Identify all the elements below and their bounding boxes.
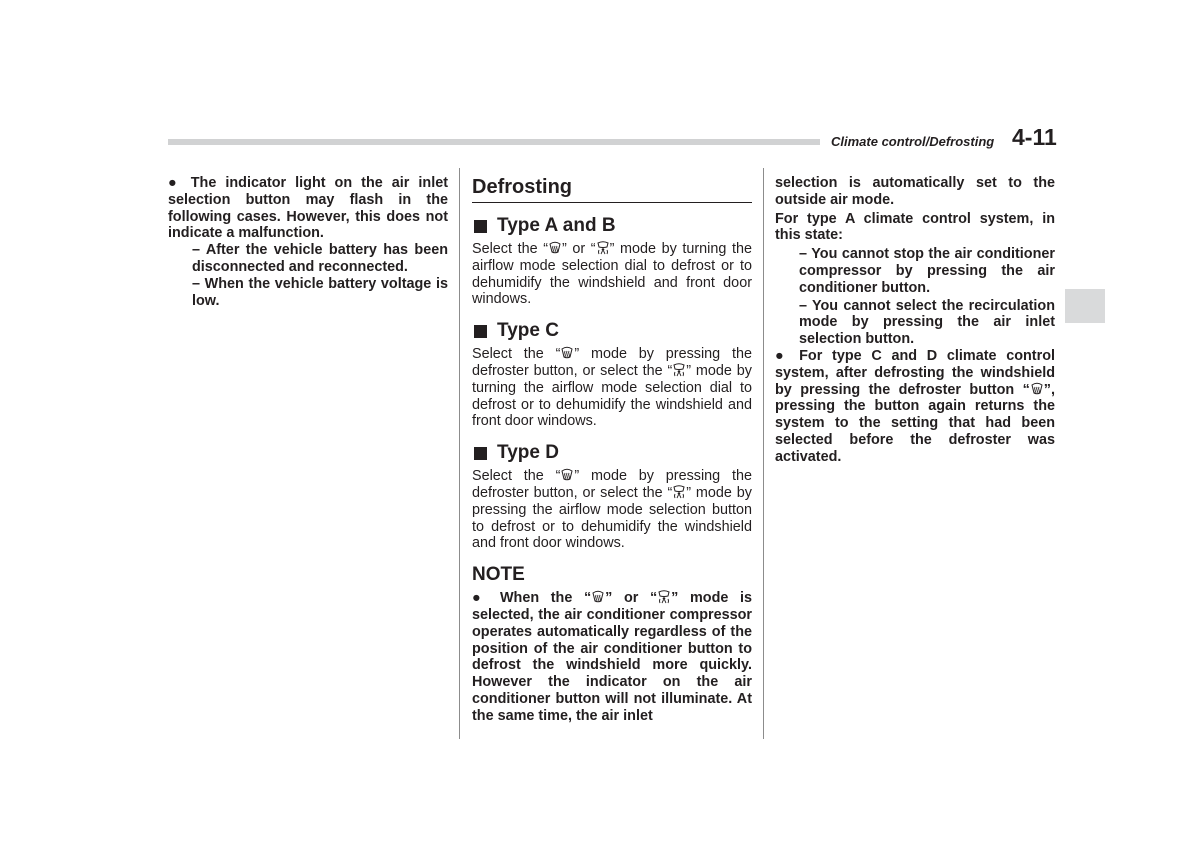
header-rule <box>168 139 820 145</box>
body-paragraph: Select the “ ” or “ ” mode by turning the airflow mode selection dial to defrost or to dehumidify the windshield and front door windows. <box>472 241 752 308</box>
body-paragraph: Select the “ ” mode by pressing the defroster button, or select the “ ” mode by turning the airflow mode selection dial to defrost or to dehumidify the windshield and front door windows. <box>472 346 752 430</box>
subsection-heading <box>472 215 752 237</box>
dash-item: – You cannot select the recirculation mode by pressing the air inlet selection button. <box>799 297 1055 348</box>
chapter-thumb-tab <box>1065 289 1105 323</box>
note-heading: NOTE <box>472 564 525 586</box>
left-column <box>168 175 448 309</box>
note-paragraph: ● When the “ ” or “ ” mode is selected, the air conditioner compressor operates automatically regardless of the position of the air conditioner button to defrost the windshield more quickly. However the indicator on the air conditioner button will not illuminate. At the same time, the air inlet <box>472 590 752 724</box>
defroster-icon <box>591 590 605 604</box>
page-number: 4-11 <box>1012 124 1057 150</box>
square-bullet-icon <box>474 447 487 460</box>
subsection-heading-text: Type A and B <box>497 215 616 236</box>
dash-item: – When the vehicle battery voltage is low. <box>192 275 448 309</box>
column-divider <box>459 168 460 739</box>
subsection-heading-text: Type C <box>497 320 559 342</box>
body-paragraph: Select the “ ” mode by pressing the defroster button, or select the “ ” mode by pressing the airflow mode selection button to defrost or to dehumidify the windshield and front door windows. <box>472 468 752 552</box>
subsection-heading <box>472 442 752 464</box>
body-paragraph: For type A climate control system, in this state: <box>775 210 1055 244</box>
square-bullet-icon <box>474 220 487 233</box>
bullet-paragraph: ● For type C and D climate control system, after defrosting the windshield by pressing the defroster button “ ”, pressing the button again returns the system to the setting that had been selected before the defroster was activated. <box>775 347 1055 465</box>
body-paragraph: selection is automatically set to the outside air mode. <box>775 175 1055 208</box>
square-bullet-icon <box>474 325 487 338</box>
bullet-paragraph: ● The indicator light on the air inlet selection button may flash in the following cases. However, this does not indicate a malfunction. <box>168 175 448 242</box>
section-title: Defrosting <box>472 175 752 203</box>
right-column <box>775 175 1055 466</box>
defog-dehumidify-icon <box>672 485 686 499</box>
dash-item: – After the vehicle battery has been disconnected and reconnected. <box>192 242 448 275</box>
column-divider <box>763 168 764 739</box>
subsection-heading-text: Type D <box>497 442 559 464</box>
defog-dehumidify-icon <box>672 363 686 377</box>
defroster-icon <box>560 346 574 360</box>
defroster-icon <box>548 241 562 255</box>
defog-dehumidify-icon <box>596 241 610 255</box>
defog-dehumidify-icon <box>657 590 671 604</box>
running-header: Climate control/Defrosting <box>831 134 995 149</box>
defroster-icon <box>560 468 574 482</box>
middle-column <box>472 175 752 725</box>
defroster-icon <box>1030 382 1044 396</box>
subsection-heading <box>472 320 752 342</box>
dash-item: – You cannot stop the air conditioner compressor by pressing the air conditioner button. <box>799 246 1055 296</box>
